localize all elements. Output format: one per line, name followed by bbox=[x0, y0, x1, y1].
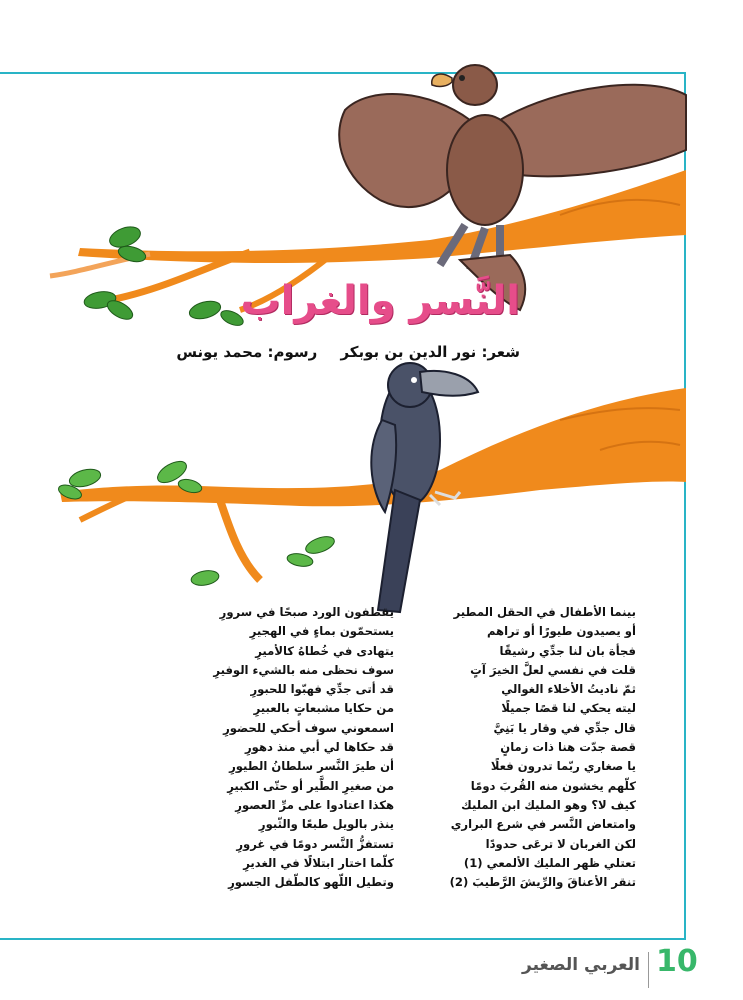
poem-line: يستحمّون بماءٍ في الهجيرِ bbox=[249, 624, 394, 639]
poem-line: أن طيرَ النَّسر سلطانُ الطيورِ bbox=[229, 759, 394, 774]
poem-line: ينذر بالويل طبعًا والثّبورِ bbox=[258, 817, 394, 832]
poem-line: وتطيل اللّهو كالطّفل الجسورِ bbox=[228, 875, 394, 890]
poem-line: هكذا اعتادوا على مرِّ العصورِ bbox=[235, 797, 394, 812]
magazine-name: العربي الصغير bbox=[522, 955, 640, 975]
poem-line: ثمّ ناديتُ الأخلاء الغوالي bbox=[501, 682, 636, 697]
poem-line: قلت في نفسي لعلَّ الخيرَ آتٍ bbox=[470, 662, 636, 677]
credits bbox=[176, 343, 520, 361]
poem-line: من صغيرِ الطَّير أو حتّى الكبيرِ bbox=[227, 778, 394, 793]
poem-line: يتهادى في خُطاهُ كالأميرِ bbox=[255, 643, 394, 658]
poem-line: يا صغاري ربّما تدرون فعلًا bbox=[490, 759, 636, 774]
poem-line: قال جدِّي في وقار يا بَنِيَّ bbox=[493, 720, 636, 735]
poem-line: كيف لا؟ وهو المليك ابن المليك bbox=[461, 797, 636, 812]
footer-divider bbox=[648, 952, 649, 988]
poem-line: فجأة بان لنا جدِّي رشيقًا bbox=[499, 643, 636, 658]
poem-line: ليته يحكي لنا قصًا جميلًا bbox=[501, 701, 636, 716]
poem-line: تعتلي ظهر المليك الألمعي (1) bbox=[463, 855, 636, 870]
poem-line: سوف نحظى منه بالشيء الوفيرِ bbox=[213, 662, 394, 677]
upper-leaves bbox=[83, 223, 246, 328]
eagle-illustration bbox=[339, 65, 686, 310]
poem-line: قد أتى جدِّي فهبّوا للحبورِ bbox=[250, 682, 394, 697]
poet-credit: شعر: نور الدين بن بوبكر bbox=[340, 343, 520, 361]
illustrator-credit: رسوم: محمد يونس bbox=[176, 343, 318, 361]
poem-right-column bbox=[408, 603, 636, 892]
poem-line: اسمعوني سوف أحكي للحضورِ bbox=[223, 720, 394, 735]
poem-line: لكن الغربان لا ترعَى حدودًا bbox=[485, 836, 636, 851]
poem-line: أو يصيدون طيورًا أو تراهم bbox=[486, 624, 636, 639]
poem-line: كلّهم يخشون منه القُربَ دومًا bbox=[470, 778, 636, 793]
poem-line: قصة جدّت هنا ذات زمانٍ bbox=[500, 740, 636, 755]
poem-line: تستفزُّ النَّسر دومًا في غرورِ bbox=[236, 836, 394, 851]
poem-line: وامتعاض النَّسر في شرع البراري bbox=[450, 817, 636, 832]
poem-title: النَّسر والغراب bbox=[240, 278, 520, 324]
poem-line: يقطفون الورد صبحًا في سرورِ bbox=[219, 605, 394, 619]
lower-leaves bbox=[57, 457, 337, 587]
poem-line: بينما الأطفال في الحقل المطير bbox=[453, 605, 636, 619]
poem-line: من حكايا مشبعاتٍ بالعبيرِ bbox=[253, 701, 394, 716]
poem-line: كلّما اختار ابتلالًا في الغديرِ bbox=[243, 855, 394, 870]
poem-left-column bbox=[184, 603, 394, 892]
page-number: 10 bbox=[656, 944, 698, 979]
poem-line: تنقر الأعناقَ والرِّيشَ الرَّطيبَ (2) bbox=[449, 875, 636, 890]
poem-line: قد حكاها لي أبي منذ دهورِ bbox=[245, 740, 394, 755]
